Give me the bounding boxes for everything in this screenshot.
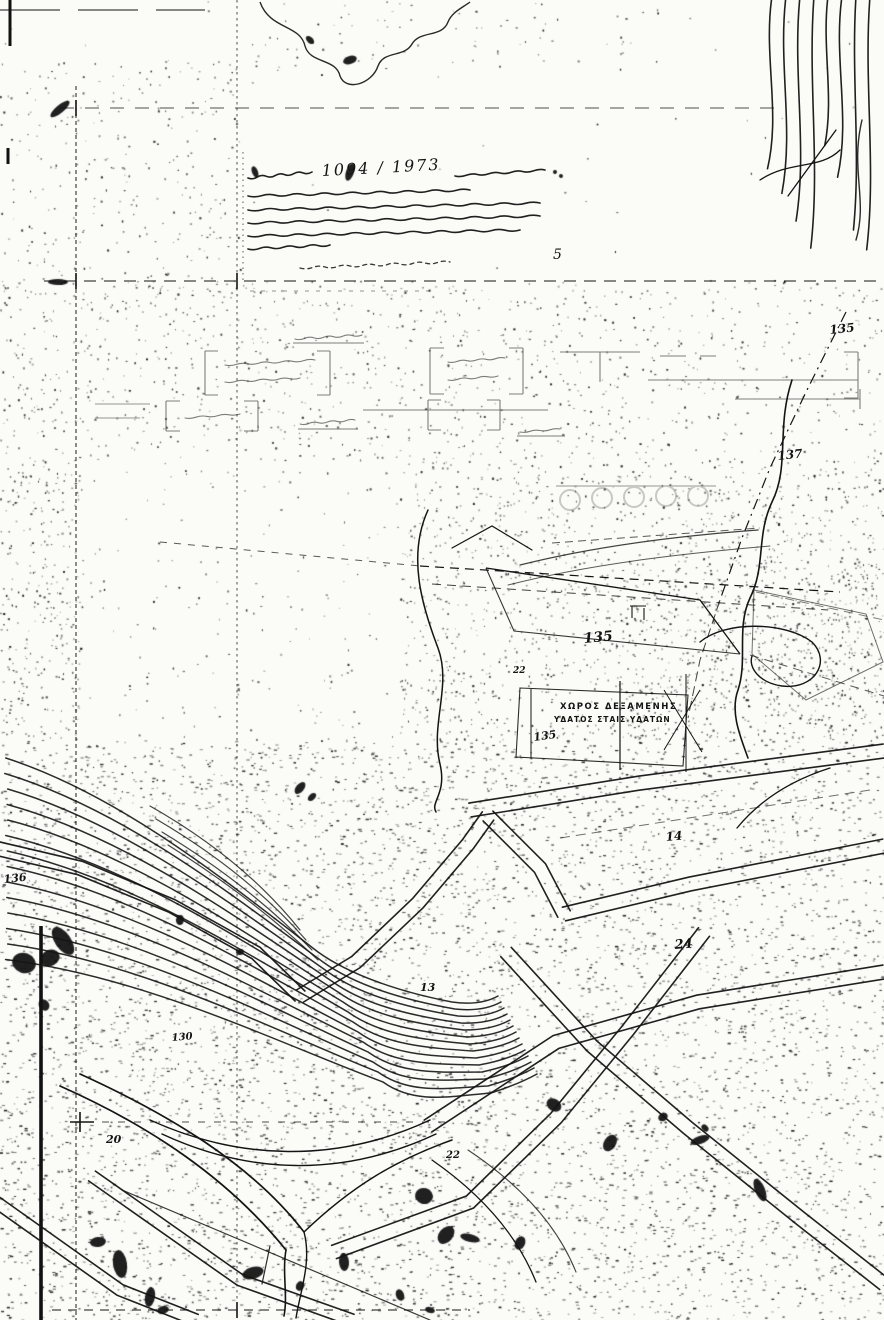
dashed-boundaries [160,312,884,838]
stamp-annotation [243,152,562,282]
faint-title-marks [556,486,716,510]
reservoir-note-line1: ΧΩΡΟΣ ΔΕΞΑΜΕΝΗΣ [560,702,678,712]
elevation-label-left: 136 [2,870,28,886]
elevation-label-right-upper: 135 [828,320,856,337]
parcel-number-22-bottom: 22 [446,1150,460,1161]
elevation-label-slope: 130 [171,1031,194,1044]
legend-table [95,335,860,436]
stamp-number: 1094 / 1973 [321,154,442,180]
elevation-label-right-mid: 137 [776,446,804,463]
stamp-footer-digit: 5 [553,247,562,263]
map-labels [3,320,855,1161]
reservoir-note-line2: ΥΔΑΤΟΣ ΣΤΑΙΣ ΥΔΑΤΩΝ [554,715,671,724]
parcel-number-14: 14 [665,828,683,844]
survey-grid [44,0,880,1320]
parcel-number-22-small: 22 [513,666,526,676]
parcel-number-24: 24 [674,936,694,953]
parcel-number-20: 20 [106,1133,122,1146]
elevation-label-reservoir: 135 [532,727,558,744]
elevation-label-center: 135 [582,628,614,647]
parcel-number-13: 13 [420,981,436,994]
